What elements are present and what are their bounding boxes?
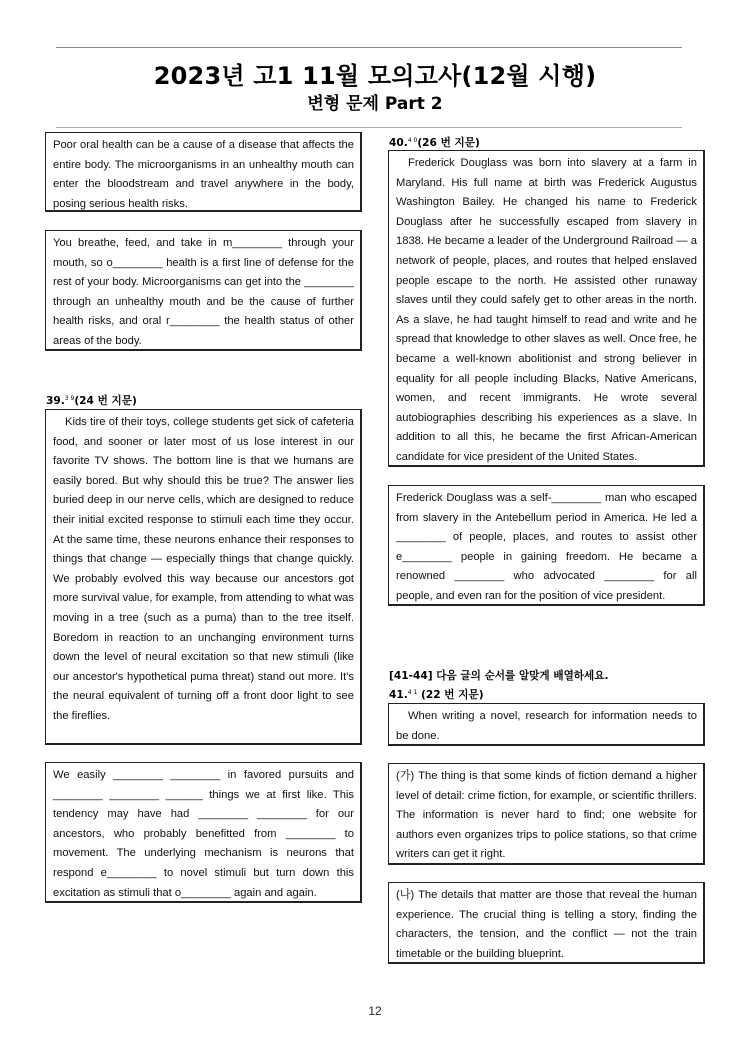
passage-text: (가) The thing is that some kinds of fiction demand a higher level of detail: crime fiction, for example, or scientific thrillers. The information is never hard to find; one website for authors even organizes trips to police stations, so that crime writers can get it right. bbox=[396, 770, 697, 861]
summary-box-douglass bbox=[388, 485, 705, 606]
question-40-label: 40.$^{4 0}$(26 번 지문) bbox=[389, 137, 480, 149]
passage-text: When writing a novel, research for information needs to be done. bbox=[396, 710, 697, 742]
passage-box-novel-intro bbox=[388, 703, 705, 746]
passage-box-boredom bbox=[45, 409, 362, 745]
passage-text: Frederick Douglass was born into slavery at a farm in Maryland. His full name at birth was Frederick Augustus Washington Bailey. He changed his name to Frederick Douglass after he successfully escaped from slavery in 1838. He became a leader of the Underground Railroad — a network of people, places, and routes that helped enslaved people escape to the north. He assisted other runaway slaves until they could safely get to other areas in the north. As a slave, he had taught himself to read and write and he spread that knowledge to other slaves as well. Once free, he became a well-known abolitionist and strong believer in equality for all people including Blacks, Native Americans, women, and recent immigrants. He wrote several autobiographies describing his experiences as a slave. In addition to all this, he became the first African-American candidate for vice president of the United States. bbox=[396, 157, 697, 463]
page-number: 12 bbox=[368, 1004, 382, 1018]
passage-text: Poor oral health can be a cause of a disease that affects the entire body. The microorganisms in an unhealthy mouth can enter the bloodstream and travel anywhere in the body, posing serious health risks. bbox=[53, 139, 354, 210]
question-41-label: 41.$^{4 1}$ (22 번 지문) bbox=[389, 689, 484, 701]
summary-text: Frederick Douglass was a self-________ man who escaped from slavery in the Antebellum period in America. He led a ________ of people, places, and routes to assist other e________ people in gaining freedom. He became a renowned ________ who advocated ________ for all people, and even ran for the position of vice president. bbox=[396, 492, 697, 602]
passage-box-na bbox=[388, 882, 705, 964]
summary-text: You breathe, feed, and take in m________ through your mouth, so o________ health is a first line of defense for the rest of your body. Microorganisms can get into the ________ through an unhealthy mouth and be the cause of further health risks, and oral r________ the health status of other areas of the body. bbox=[53, 237, 354, 347]
page-subtitle: 변형 문제 Part 2 bbox=[307, 94, 443, 114]
passage-box-douglass bbox=[388, 150, 705, 467]
header-divider bbox=[56, 127, 682, 128]
page-title: 2023년 고1 11월 모의고사(12월 시행) bbox=[153, 62, 597, 90]
instruction-41-44: [41-44] 다음 글의 순서를 알맞게 배열하세요. bbox=[389, 670, 609, 682]
summary-box-boredom bbox=[45, 762, 362, 903]
summary-text: We easily ________ ________ in favored pursuits and ________ ________ ______ things we at first like. This tendency may have had ________ ________ for our ancestors, who probably benefitted from ________ to movement. The underlying mechanism is neurons that respond e________ to novel stimuli but turn down this excitation as stimuli that o________ again and again. bbox=[53, 769, 354, 899]
summary-box-oral-health bbox=[45, 230, 362, 351]
passage-box-ga bbox=[388, 763, 705, 865]
question-39-label: 39.$^{3 9}$(24 번 지문) bbox=[46, 395, 137, 407]
passage-text: Kids tire of their toys, college students get sick of cafeteria food, and sooner or later most of us lose interest in our favorite TV shows. The bottom line is that we humans are easily bored. But why should this be true? The answer lies buried deep in our nerve cells, which are designed to reduce their initial excited response to stimuli each time they occur. At the same time, these neurons enhance their responses to things that change — especially things that change quickly. We probably evolved this way because our ancestors got more survival value, for example, from attending to what was moving in a tree (such as a puma) than to the tree itself. Boredom in reaction to an unchanging environment turns down the level of neural excitation so that new stimuli (like our ancestor's hypothetical puma threat) stand out more. It's the neural equivalent of turning off a front door light to see the fireflies. bbox=[53, 416, 354, 722]
passage-box-oral-health bbox=[45, 132, 362, 212]
top-rule bbox=[56, 47, 682, 48]
passage-text: (나) The details that matter are those that reveal the human experience. The crucial thing is telling a story, finding the characters, the tension, and the conflict — not the train timetable or the building blueprint. bbox=[396, 889, 697, 960]
